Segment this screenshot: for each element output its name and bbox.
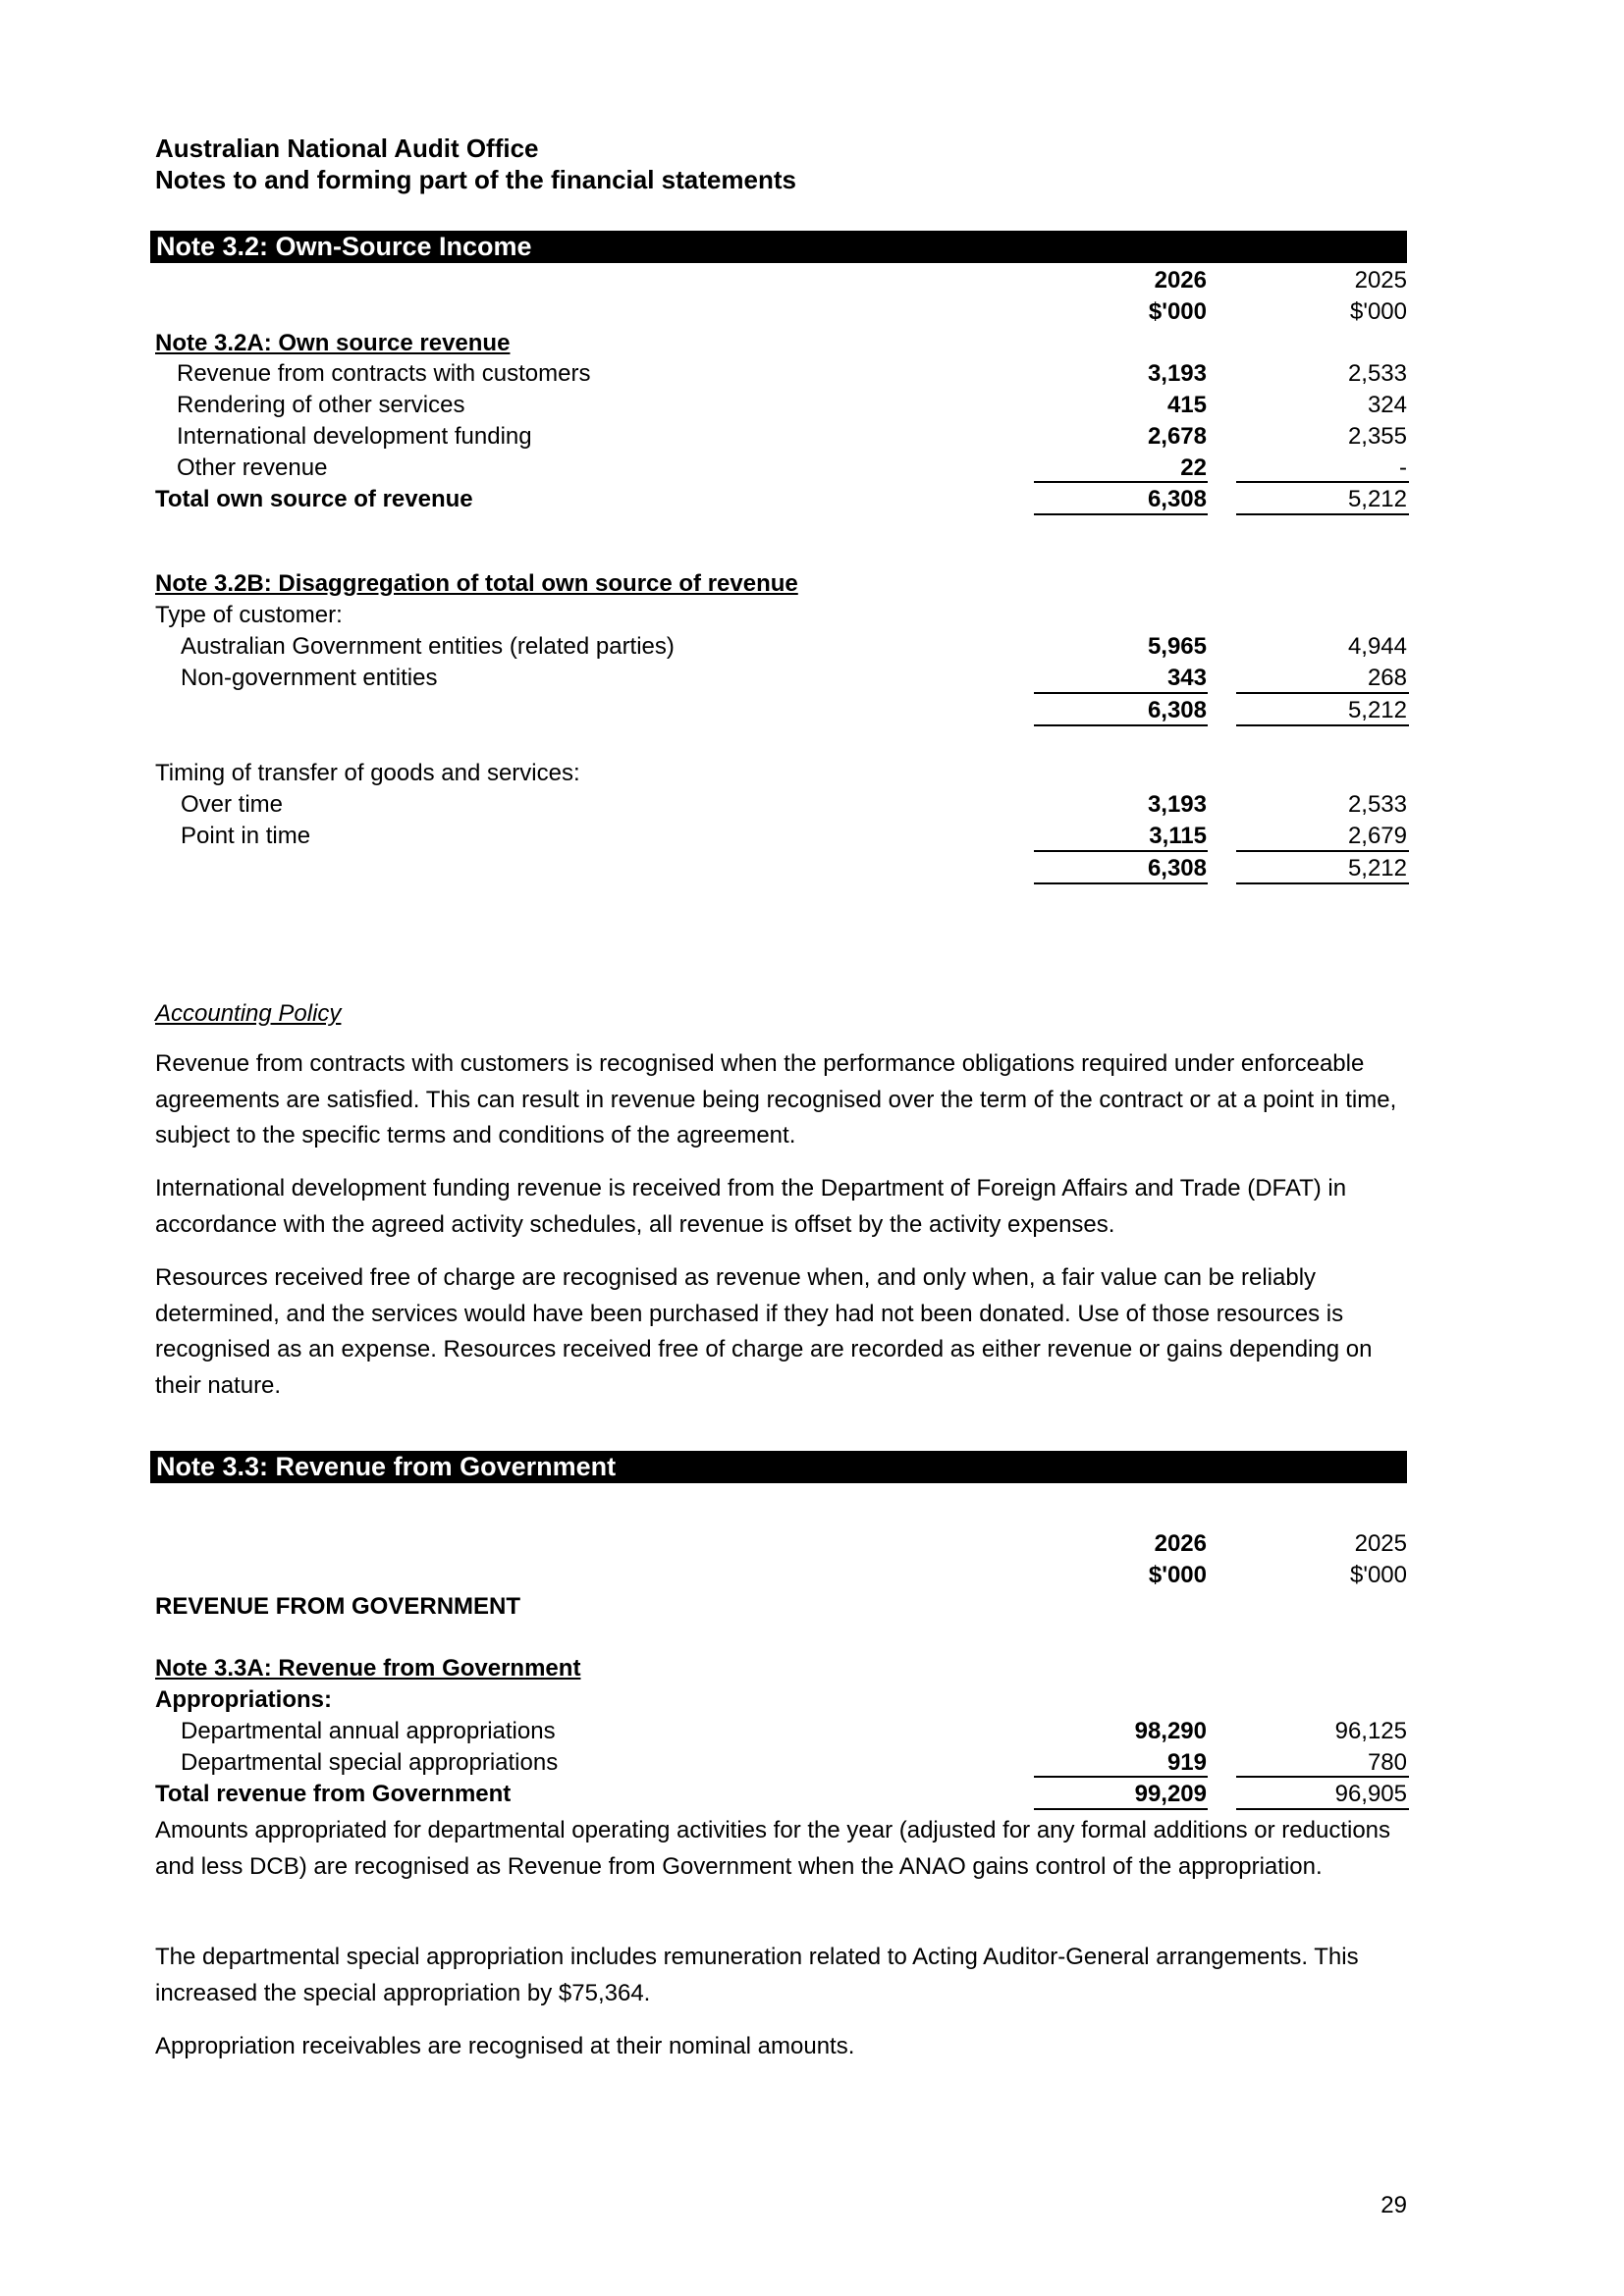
total-value-2025: 5,212 — [1347, 486, 1407, 512]
page-number: 29 — [1380, 2192, 1407, 2218]
row-label: Point in time — [181, 823, 311, 849]
row-value-2026: 3,193 — [1147, 791, 1207, 818]
page-subtitle: Notes to and forming part of the financial statements — [155, 165, 796, 194]
unit-2026-header: $'000 — [1148, 1562, 1207, 1588]
subtotal-rule — [1236, 481, 1409, 483]
subtotal-rule — [1236, 692, 1409, 694]
note-3-3a-title: Note 3.3A: Revenue from Government — [155, 1655, 581, 1682]
col-2025-header: 2025 — [1354, 267, 1407, 294]
row-value-2026: 98,290 — [1134, 1718, 1207, 1744]
row-value-2026: 3,193 — [1147, 360, 1207, 387]
policy-paragraph: Resources received free of charge are recognised as revenue when, and only when, a fair value can be reliably determined, and the services would have been purchased if they had not been donated. Use of those resources is recognised as an expense. Resources received free of charge are recorded as either revenue or gains depending on their nature. — [155, 1264, 1373, 1399]
row-value-2025: 780 — [1367, 1749, 1407, 1776]
subtotal-value-2025: 5,212 — [1347, 697, 1407, 723]
total-label: Total revenue from Government — [155, 1781, 512, 1807]
subtotal-rule — [1236, 1776, 1409, 1778]
timing-label: Timing of transfer of goods and services: — [155, 760, 580, 786]
row-value-2025: 96,125 — [1334, 1718, 1407, 1744]
body-paragraph: Amounts appropriated for departmental operating activities for the year (adjusted for any formal additions or reductions and less DCB) are recognised as Revenue from Government when the ANAO gains control of the appropriation. — [155, 1817, 1391, 1880]
row-value-2025: 2,533 — [1347, 791, 1407, 818]
subtotal-rule — [1034, 692, 1208, 694]
row-label: Rendering of other services — [177, 392, 465, 418]
row-label: Revenue from contracts with customers — [177, 360, 591, 387]
row-value-2026: 3,115 — [1149, 823, 1207, 849]
row-label: Over time — [181, 791, 284, 818]
body-paragraph: Appropriation receivables are recognised at their nominal amounts. — [155, 2033, 855, 2059]
subtotal-value-2026: 6,308 — [1147, 697, 1207, 723]
row-value-2025: 2,355 — [1347, 423, 1407, 450]
subtotal-rule — [1034, 481, 1208, 483]
total-rule — [1034, 1808, 1208, 1810]
note-3-2-banner — [150, 231, 1407, 263]
total-rule — [1034, 882, 1208, 884]
subtotal-value-2026: 6,308 — [1147, 855, 1207, 881]
total-value-2026: 99,209 — [1134, 1781, 1207, 1807]
row-label: Other revenue — [177, 454, 328, 481]
row-label: Departmental annual appropriations — [181, 1718, 556, 1744]
subtotal-rule — [1034, 850, 1208, 852]
org-title: Australian National Audit Office — [155, 133, 539, 163]
note-3-2-title: Note 3.2: Own-Source Income — [156, 232, 532, 261]
total-rule — [1236, 513, 1409, 515]
accounting-policy-title: Accounting Policy — [155, 1000, 342, 1027]
note-3-3-banner — [150, 1451, 1407, 1483]
row-value-2026: 5,965 — [1147, 633, 1207, 660]
note-3-2b-title: Note 3.2B: Disaggregation of total own source of revenue — [155, 570, 798, 597]
total-rule — [1034, 724, 1208, 726]
unit-2025-header: $'000 — [1350, 298, 1407, 325]
row-value-2026: 343 — [1166, 665, 1207, 691]
total-label: Total own source of revenue — [155, 486, 473, 512]
total-value-2025: 96,905 — [1334, 1781, 1407, 1807]
row-value-2025: - — [1399, 454, 1407, 481]
section-heading: REVENUE FROM GOVERNMENT — [155, 1593, 521, 1620]
row-label: International development funding — [177, 423, 532, 450]
subtotal-rule — [1236, 850, 1409, 852]
col-2025-header: 2025 — [1354, 1530, 1407, 1557]
subtotal-rule — [1034, 1776, 1208, 1778]
row-value-2025: 324 — [1367, 392, 1407, 418]
total-rule — [1034, 513, 1208, 515]
unit-2025-header: $'000 — [1350, 1562, 1407, 1588]
policy-paragraph: Revenue from contracts with customers is recognised when the performance obligations required under enforceable agreements are satisfied. This can result in revenue being recognised over the term of the contract or at a point in time, subject to the specific terms and conditions of the agreement. — [155, 1050, 1397, 1148]
row-value-2025: 2,533 — [1347, 360, 1407, 387]
body-paragraph: The departmental special appropriation includes remuneration related to Acting Auditor-General arrangements. This increased the special appropriation by $75,364. — [155, 1944, 1359, 2006]
row-value-2026: 2,678 — [1147, 423, 1207, 450]
row-value-2025: 4,944 — [1347, 633, 1407, 660]
row-label: Departmental special appropriations — [181, 1749, 559, 1776]
row-label: Australian Government entities (related parties) — [181, 633, 675, 660]
total-rule — [1236, 882, 1409, 884]
row-value-2026: 415 — [1166, 392, 1207, 418]
row-value-2025: 268 — [1367, 665, 1407, 691]
type-of-customer-label: Type of customer: — [155, 602, 343, 628]
policy-paragraph: International development funding revenue is received from the Department of Foreign Affairs and Trade (DFAT) in accordance with the agreed activity schedules, all revenue is offset by the activity expenses. — [155, 1175, 1347, 1238]
row-label: Non-government entities — [181, 665, 438, 691]
row-value-2025: 2,679 — [1347, 823, 1407, 849]
col-2026-header: 2026 — [1154, 1530, 1207, 1557]
total-rule — [1236, 724, 1409, 726]
row-value-2026: 919 — [1166, 1749, 1207, 1776]
col-2026-header: 2026 — [1154, 267, 1207, 294]
total-rule — [1236, 1808, 1409, 1810]
appropriations-label: Appropriations: — [155, 1686, 332, 1713]
unit-2026-header: $'000 — [1148, 298, 1207, 325]
total-value-2026: 6,308 — [1147, 486, 1207, 512]
row-value-2026: 22 — [1180, 454, 1207, 481]
subtotal-value-2025: 5,212 — [1347, 855, 1407, 881]
note-3-3-title: Note 3.3: Revenue from Government — [156, 1452, 617, 1481]
note-3-2a-title: Note 3.2A: Own source revenue — [155, 330, 511, 356]
